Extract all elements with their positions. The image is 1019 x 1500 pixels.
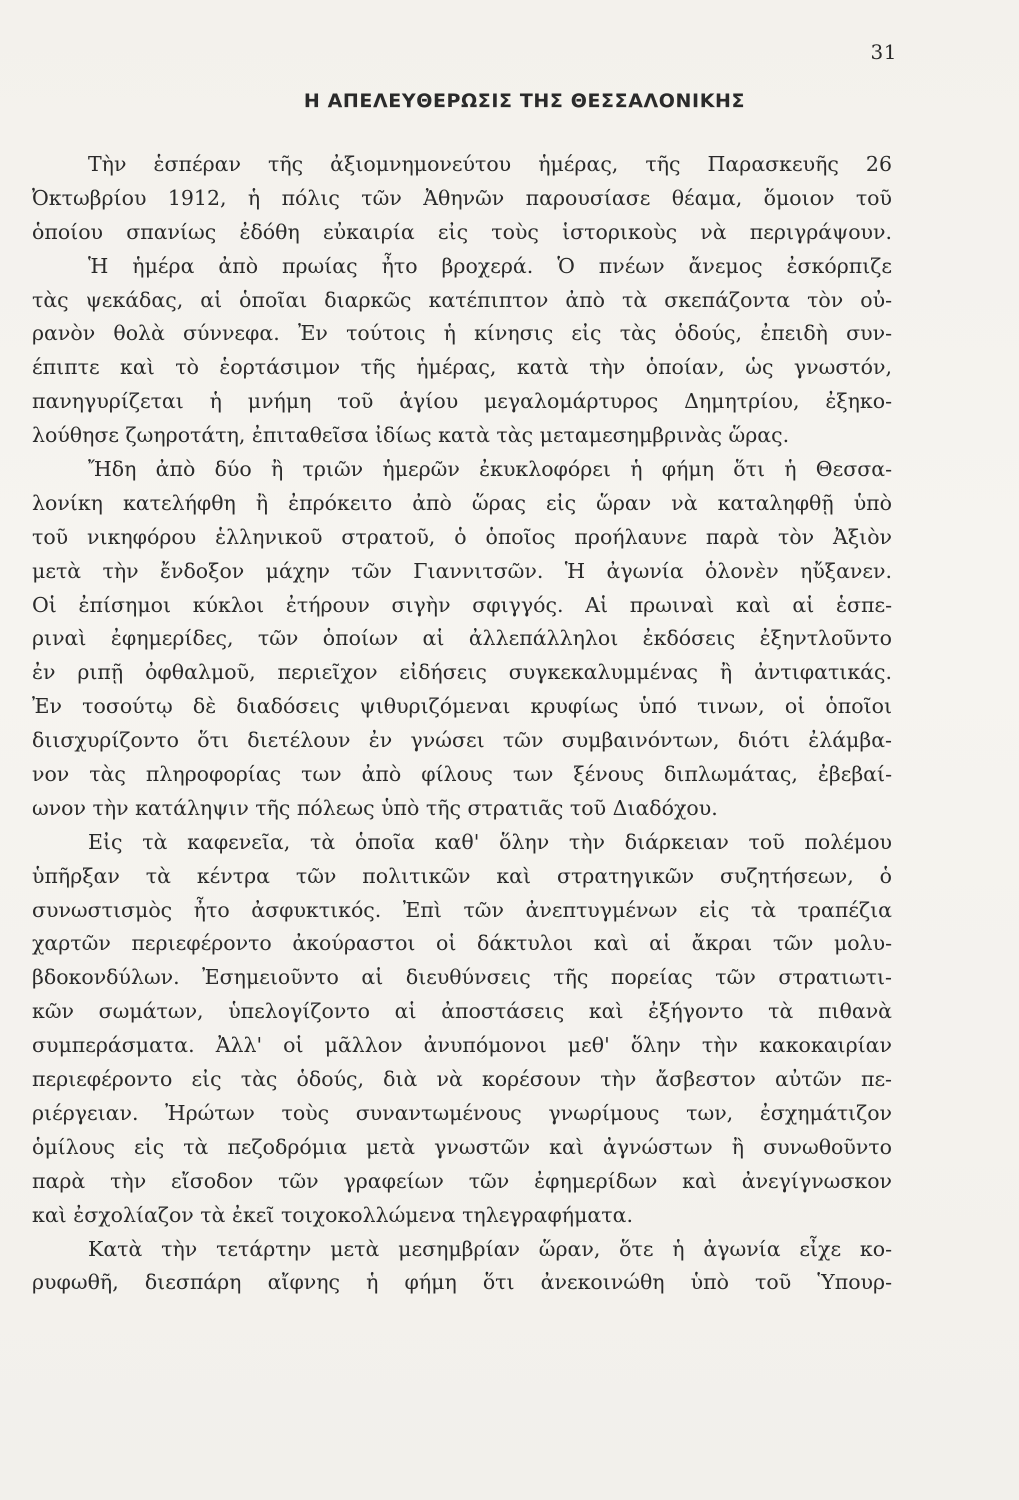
text-line: συνωστισμὸς ἦτο ἀσφυκτικός. Ἐπὶ τῶν ἀνεπτυγμένων εἰς τὰ τραπέζια: [32, 897, 892, 922]
text-line: τὰς ψεκάδας, αἱ ὁποῖαι διαρκῶς κατέπιπτον ἀπὸ τὰ σκεπάζοντα τὸν οὐ-: [32, 287, 892, 312]
text-line: λούθησε ζωηροτάτη, ἐπιταθεῖσα ἰδίως κατὰ τὰς μεταμεσημβρινὰς ὥρας.: [32, 423, 790, 448]
text-line: ρυφωθῆ, διεσπάρη αἴφνης ἡ φήμη ὅτι ἀνεκοινώθη ὑπὸ τοῦ Ὑπουρ-: [32, 1270, 892, 1295]
text-line: βδοκονδύλων. Ἐσημειοῦντο αἱ διευθύνσεις τῆς πορείας τῶν στρατιωτι-: [32, 965, 892, 990]
text-line: καὶ ἐσχολίαζον τὰ ἐκεῖ τοιχοκολλώμενα τηλεγραφήματα.: [32, 1202, 633, 1227]
text-line: παρὰ τὴν εἴσοδον τῶν γραφείων τῶν ἐφημερίδων καὶ ἀνεγίγνωσκον: [32, 1168, 892, 1193]
text-line: ριναὶ ἐφημερίδες, τῶν ὁποίων αἱ ἀλλεπάλληλοι ἐκδόσεις ἐξηντλοῦντο: [32, 626, 892, 651]
text-line: Ἐν τοσούτῳ δὲ διαδόσεις ψιθυριζόμεναι κρυφίως ὑπό τινων, οἱ ὁποῖοι: [32, 694, 892, 719]
body-text: [32, 148, 892, 1300]
text-line: τοῦ νικηφόρου ἑλληνικοῦ στρατοῦ, ὁ ὁποῖος προήλαυνε παρὰ τὸν Ἀξιὸν: [32, 524, 892, 549]
text-line: έπιπτε καὶ τὸ ἑορτάσιμον τῆς ἡμέρας, κατὰ τὴν ὁποίαν, ὡς γνωστόν,: [32, 355, 892, 380]
text-line: πανηγυρίζεται ἡ μνήμη τοῦ ἁγίου μεγαλομάρτυρος Δημητρίου, ἐξηκο-: [32, 389, 892, 414]
text-line: ωνον τὴν κατάληψιν τῆς πόλεως ὑπὸ τῆς στρατιᾶς τοῦ Διαδόχου.: [32, 795, 718, 820]
text-line: ἐν ριπῇ ὀφθαλμοῦ, περιεῖχον εἰδήσεις συγκεκαλυμμένας ἢ ἀντιφατικάς.: [32, 660, 892, 685]
text-line: κῶν σωμάτων, ὑπελογίζοντο αἱ ἀποστάσεις καὶ ἐξήγοντο τὰ πιθανὰ: [32, 999, 892, 1024]
text-line: Ἤδη ἀπὸ δύο ἢ τριῶν ἡμερῶν ἐκυκλοφόρει ἡ φήμη ὅτι ἡ Θεσσα-: [88, 457, 892, 482]
text-line: συμπεράσματα. Ἀλλ' οἱ μᾶλλον ἀνυπόμονοι μεθ' ὅλην τὴν κακοκαιρίαν: [32, 1033, 892, 1058]
text-line: Κατὰ τὴν τετάρτην μετὰ μεσημβρίαν ὥραν, ὅτε ἡ ἀγωνία εἶχε κο-: [88, 1236, 892, 1261]
text-line: νον τὰς πληροφορίας των ἀπὸ φίλους των ξένους διπλωμάτας, ἐβεβαί-: [32, 762, 892, 787]
text-line: Εἰς τὰ καφενεῖα, τὰ ὁποῖα καθ' ὅλην τὴν διάρκειαν τοῦ πολέμου: [88, 829, 892, 854]
chapter-title: Η ΑΠΕΛΕΥΘΕΡΩΣΙΣ ΤΗΣ ΘΕΣΣΑΛΟΝΙΚΗΣ: [303, 90, 746, 112]
text-line: ὑπῆρξαν τὰ κέντρα τῶν πολιτικῶν καὶ στρατηγικῶν συζητήσεων, ὁ: [32, 863, 892, 888]
text-line: ὁποίου σπανίως ἐδόθη εὐκαιρία εἰς τοὺς ἱστορικοὺς νὰ περιγράψουν.: [32, 219, 892, 244]
text-line: μετὰ τὴν ἔνδοξον μάχην τῶν Γιαννιτσῶν. Ἡ ἀγωνία ὁλονὲν ηὔξανεν.: [32, 558, 892, 583]
text-line: διισχυρίζοντο ὅτι διετέλουν ἐν γνώσει τῶν συμβαινόντων, διότι ἐλάμβα-: [32, 728, 892, 753]
text-line: Τὴν ἑσπέραν τῆς ἀξιομνημονεύτου ἡμέρας, τῆς Παρασκευῆς 26: [88, 152, 892, 176]
text-line: Ὀκτωβρίου 1912, ἡ πόλις τῶν Ἀθηνῶν παρουσίασε θέαμα, ὅμοιον τοῦ: [32, 185, 892, 210]
text-line: ρανὸν θολὰ σύννεφα. Ἐν τούτοις ἡ κίνησις εἰς τὰς ὁδούς, ἐπειδὴ συν-: [32, 321, 892, 346]
text-line: Ἡ ἡμέρα ἀπὸ πρωίας ἦτο βροχερά. Ὁ πνέων ἄνεμος ἐσκόρπιζε: [88, 253, 892, 278]
text-line: χαρτῶν περιεφέροντο ἀκούραστοι οἱ δάκτυλοι καὶ αἱ ἄκραι τῶν μολυ-: [32, 931, 892, 956]
text-line: Οἱ ἐπίσημοι κύκλοι ἐτήρουν σιγὴν σφιγγός. Αἱ πρωιναὶ καὶ αἱ ἑσπε-: [32, 592, 892, 617]
text-line: ὁμίλους εἰς τὰ πεζοδρόμια μετὰ γνωστῶν καὶ ἀγνώστων ἢ συνωθοῦντο: [32, 1134, 892, 1159]
text-line: λονίκη κατελήφθη ἢ ἐπρόκειτο ἀπὸ ὥρας εἰς ὥραν νὰ καταληφθῇ ὑπὸ: [32, 490, 892, 515]
text-line: περιεφέροντο εἰς τὰς ὁδούς, διὰ νὰ κορέσουν τὴν ἄσβεστον αὐτῶν πε-: [32, 1067, 892, 1092]
text-line: ριέργειαν. Ἠρώτων τοὺς συναντωμένους γνωρίμους των, ἐσχημάτιζον: [32, 1100, 892, 1125]
page-number: 31: [870, 40, 897, 64]
